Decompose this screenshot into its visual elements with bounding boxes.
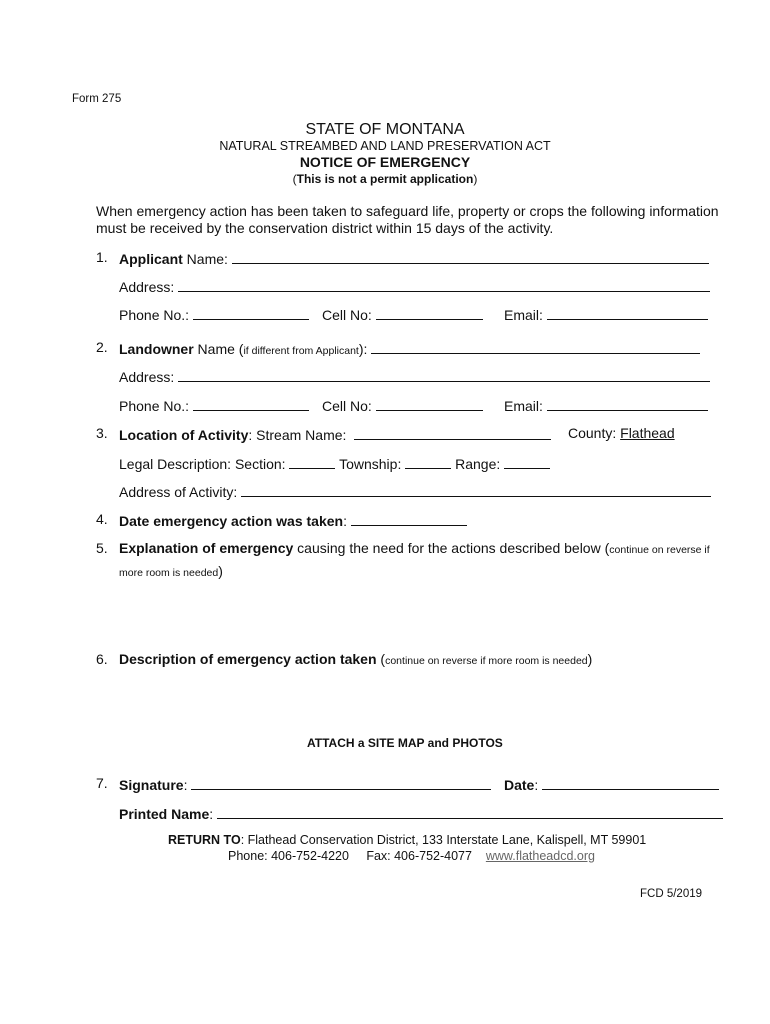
- activity-address-row: Address of Activity:: [119, 482, 711, 500]
- landowner-name-row: Landowner Name (if different from Applicant):: [119, 339, 700, 357]
- explanation-field[interactable]: [119, 585, 714, 645]
- emergency-date-field[interactable]: [351, 511, 467, 526]
- description-field[interactable]: [119, 672, 714, 727]
- landowner-cell-field[interactable]: [376, 396, 483, 411]
- page-title: NOTICE OF EMERGENCY: [299, 154, 471, 170]
- item-5-number: 5.: [96, 540, 108, 556]
- activity-address-field[interactable]: [241, 482, 711, 497]
- landowner-phone-row: Phone No.:: [119, 396, 309, 414]
- act-heading: NATURAL STREAMBED AND LAND PRESERVATION ACT: [219, 139, 551, 153]
- phone-text: Phone: 406-752-4220: [228, 849, 349, 863]
- applicant-address-row: Address:: [119, 277, 710, 295]
- applicant-cell-row: Cell No:: [322, 305, 483, 323]
- attach-instruction: ATTACH a SITE MAP and PHOTOS: [307, 736, 503, 750]
- signature-row: Signature:: [119, 775, 491, 793]
- item-3-number: 3.: [96, 425, 108, 441]
- printed-name-field[interactable]: [217, 804, 723, 819]
- applicant-email-row: Email:: [504, 305, 708, 323]
- landowner-cell-row: Cell No:: [322, 396, 483, 414]
- explanation-heading: Explanation of emergency causing the need for the actions described below (continue on reverse if: [119, 540, 710, 556]
- item-2-number: 2.: [96, 339, 108, 355]
- range-field[interactable]: [504, 454, 550, 469]
- item-7-number: 7.: [96, 775, 108, 791]
- item-4-number: 4.: [96, 511, 108, 527]
- form-code: FCD 5/2019: [640, 888, 703, 900]
- emergency-date-row: Date emergency action was taken:: [119, 511, 467, 529]
- landowner-email-field[interactable]: [547, 396, 708, 411]
- applicant-cell-field[interactable]: [376, 305, 483, 320]
- state-heading: STATE OF MONTANA: [305, 121, 465, 138]
- landowner-name-field[interactable]: [371, 339, 700, 354]
- intro-line-2: must be received by the conservation district within 15 days of the activity.: [96, 220, 554, 236]
- date-field[interactable]: [542, 775, 719, 790]
- description-heading: Description of emergency action taken (continue on reverse if more room is needed): [119, 651, 593, 667]
- applicant-address-field[interactable]: [178, 277, 710, 292]
- applicant-email-field[interactable]: [547, 305, 708, 320]
- signature-field[interactable]: [191, 775, 491, 790]
- item-1-number: 1.: [96, 249, 108, 265]
- applicant-name-field[interactable]: [232, 249, 709, 264]
- subtitle: (This is not a permit application): [292, 172, 478, 186]
- township-field[interactable]: [405, 454, 451, 469]
- stream-name-field[interactable]: [354, 425, 551, 440]
- applicant-name-row: Applicant Name:: [119, 249, 709, 267]
- form-number: Form 275: [72, 93, 122, 105]
- county-row: County: Flathead: [568, 425, 675, 441]
- fax-text: Fax: 406-752-4077: [366, 849, 472, 863]
- landowner-email-row: Email:: [504, 396, 708, 414]
- applicant-phone-row: Phone No.:: [119, 305, 309, 323]
- landowner-address-row: Address:: [119, 367, 710, 385]
- intro-line-1: When emergency action has been taken to safeguard life, property or crops the following information: [96, 203, 719, 219]
- applicant-phone-field[interactable]: [193, 305, 309, 320]
- website-link[interactable]: www.flatheadcd.org: [485, 849, 595, 863]
- landowner-address-field[interactable]: [178, 367, 710, 382]
- date-row: Date:: [504, 775, 719, 793]
- legal-description-row: Legal Description: Section: Township: Range:: [119, 454, 550, 472]
- printed-name-row: Printed Name:: [119, 804, 723, 822]
- item-6-number: 6.: [96, 651, 108, 667]
- return-address: RETURN TO: Flathead Conservation District, 133 Interstate Lane, Kalispell, MT 59901: [168, 833, 647, 847]
- section-field[interactable]: [289, 454, 335, 469]
- county-value: Flathead: [620, 425, 675, 441]
- landowner-phone-field[interactable]: [193, 396, 309, 411]
- contact-line: [228, 849, 595, 863]
- explanation-note: more room is needed): [119, 563, 223, 579]
- stream-name-row: Location of Activity: Stream Name:: [119, 425, 551, 443]
